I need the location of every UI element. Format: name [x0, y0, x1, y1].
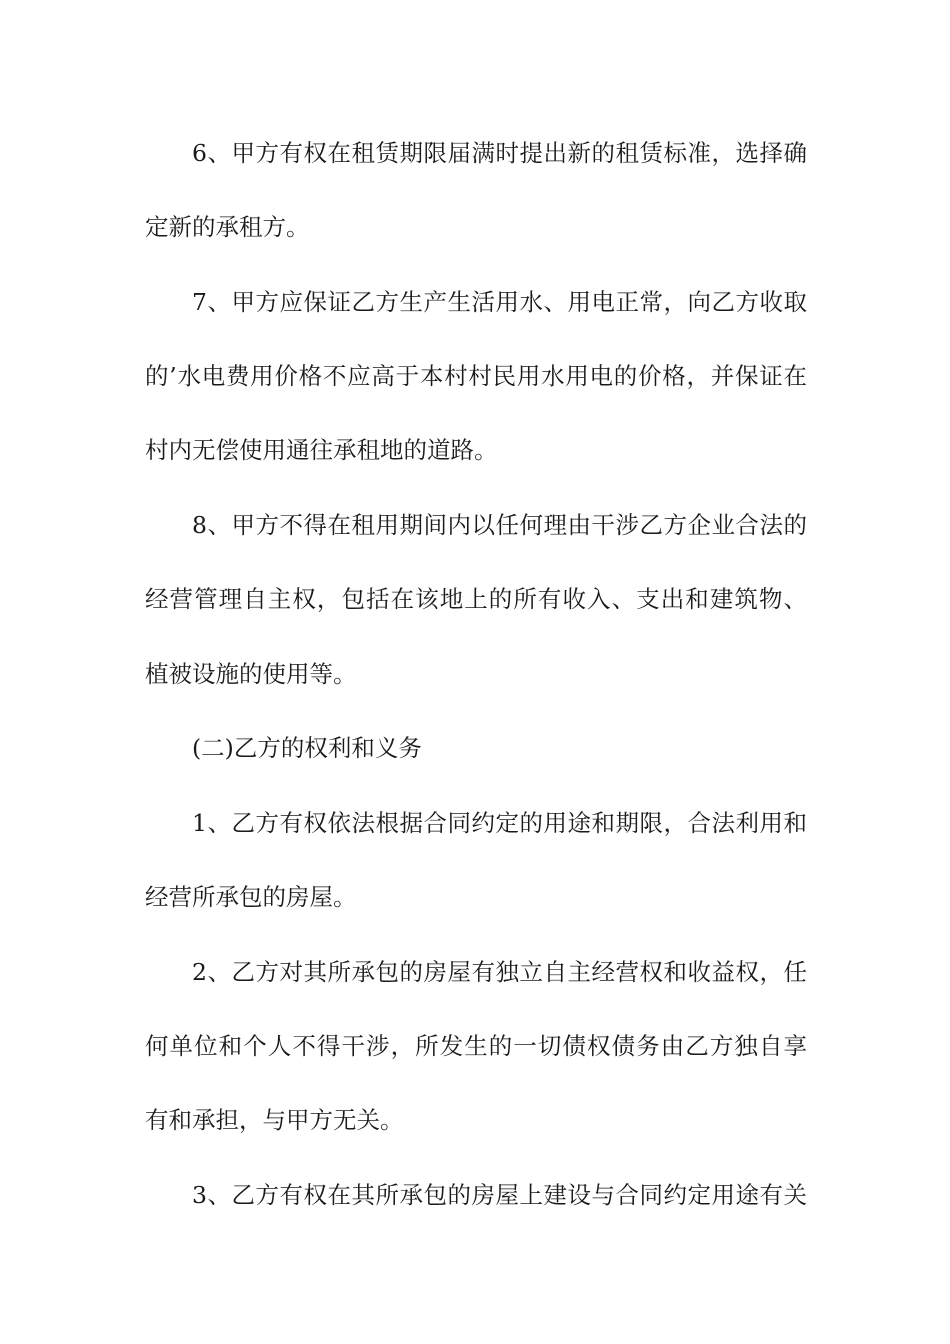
clause-b2-line-2: 何单位和个人不得干涉，所发生的一切债权债务由乙方独自享	[145, 1032, 807, 1060]
clause-8-line-2: 经营管理自主权，包括在该地上的所有收入、支出和建筑物、	[145, 585, 807, 613]
clause-7-line-2: 的’水电费用价格不应高于本村村民用水用电的价格，并保证在	[145, 362, 807, 390]
clause-6-line-2: 定新的承租方。	[145, 213, 310, 241]
clause-7-line-1: 7、甲方应保证乙方生产生活用水、用电正常，向乙方收取	[192, 288, 807, 316]
clause-b2-line-3: 有和承担，与甲方无关。	[145, 1106, 404, 1134]
clause-b3-line-1: 3、乙方有权在其所承包的房屋上建设与合同约定用途有关	[192, 1181, 807, 1209]
clause-6-line-1: 6、甲方有权在租赁期限届满时提出新的租赁标准，选择确	[192, 139, 807, 167]
clause-b1-line-1: 1、乙方有权依法根据合同约定的用途和期限，合法利用和	[192, 809, 807, 837]
clause-8-line-3: 植被设施的使用等。	[145, 660, 357, 688]
clause-8-line-1: 8、甲方不得在租用期间内以任何理由干涉乙方企业合法的	[192, 511, 807, 539]
clause-b2-line-1: 2、乙方对其所承包的房屋有独立自主经营权和收益权，任	[192, 958, 807, 986]
clause-b1-line-2: 经营所承包的房屋。	[145, 883, 357, 911]
section-heading: (二)乙方的权利和义务	[192, 734, 422, 762]
clause-7-line-3: 村内无偿使用通往承租地的道路。	[145, 436, 498, 464]
